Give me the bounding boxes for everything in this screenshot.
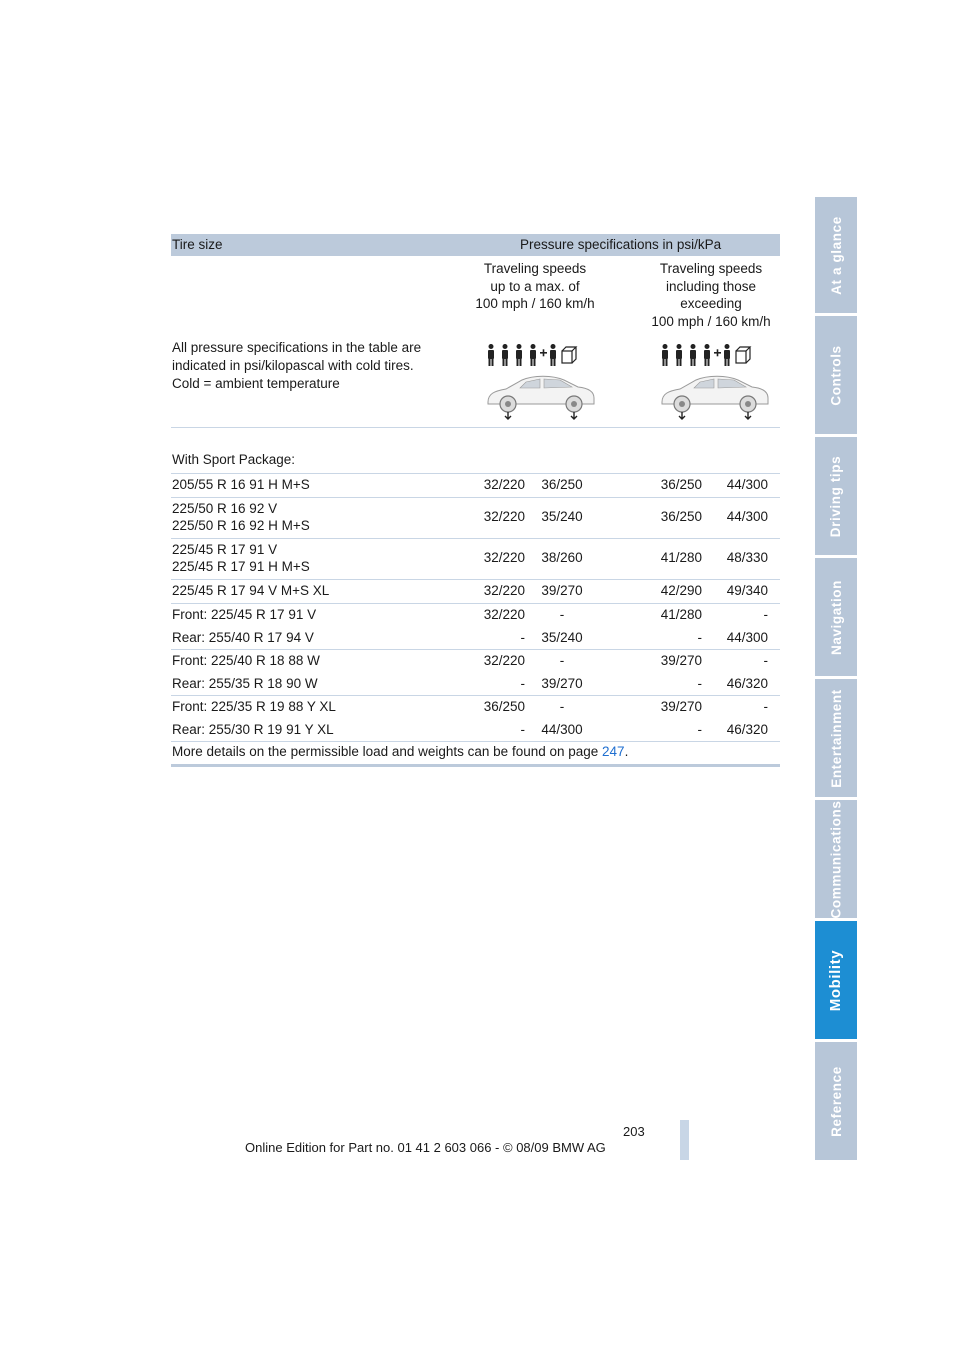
table-row: Front: 225/45 R 17 91 V 32/220 - 41/280 - — [172, 607, 768, 622]
page-link[interactable]: 247 — [602, 744, 625, 759]
tab-reference[interactable]: Reference — [815, 1042, 857, 1160]
load-note: More details on the permissible load and weights can be found on page 247. — [172, 744, 629, 759]
table-row: Rear: 255/35 R 18 90 W - 39/270 - 46/320 — [172, 676, 768, 691]
speed-low-heading: Traveling speeds up to a max. of 100 mph / 160 km/h — [475, 261, 595, 311]
tab-controls[interactable]: Controls — [815, 316, 857, 434]
divider — [171, 741, 780, 742]
divider — [171, 538, 780, 539]
table-row: 205/55 R 16 91 H M+S 32/220 36/250 36/250 44/300 — [172, 477, 768, 492]
tab-communications[interactable]: Communications — [815, 800, 857, 918]
table-row: 225/50 R 16 92 V 225/50 R 16 92 H M+S 32/220 35/240 36/250 44/300 — [172, 501, 768, 533]
page-number: 203 — [623, 1124, 645, 1139]
divider — [171, 497, 780, 498]
table-row: Rear: 255/30 R 19 91 Y XL - 44/300 - 46/320 — [172, 722, 768, 737]
footer-bar — [680, 1120, 689, 1160]
tab-at-a-glance[interactable]: At a glance — [815, 197, 857, 313]
car-load-icon — [480, 340, 600, 420]
tab-entertainment[interactable]: Entertainment — [815, 679, 857, 797]
table-row: Front: 225/40 R 18 88 W 32/220 - 39/270 - — [172, 653, 768, 668]
sport-package-label: With Sport Package: — [172, 452, 296, 467]
table-bottom-rule — [171, 764, 780, 767]
tab-driving-tips[interactable]: Driving tips — [815, 437, 857, 555]
divider — [171, 649, 780, 650]
header-pressure: Pressure specifications in psi/kPa — [520, 237, 722, 252]
pressure-intro: All pressure specifications in the table are indicated in psi/kilopascal with cold tires. Cold = ambient temperature — [172, 340, 422, 391]
speed-high-heading: Traveling speeds including those exceeding 100 mph / 160 km/h — [651, 261, 771, 329]
divider — [171, 473, 780, 474]
divider — [171, 579, 780, 580]
table-row: Front: 225/35 R 19 88 Y XL 36/250 - 39/270 - — [172, 699, 768, 714]
divider — [171, 427, 780, 428]
chapter-tabs — [815, 197, 857, 1160]
edition-footer: Online Edition for Part no. 01 41 2 603 066 - © 08/09 BMW AG — [245, 1140, 606, 1155]
divider — [171, 695, 780, 696]
table-header — [171, 234, 780, 256]
car-load-icon — [654, 340, 774, 420]
table-row: 225/45 R 17 94 V M+S XL 32/220 39/270 42/290 49/340 — [172, 583, 768, 598]
divider — [171, 603, 780, 604]
header-tire-size: Tire size — [172, 237, 223, 252]
tab-mobility[interactable]: Mobility — [815, 921, 857, 1039]
tab-navigation[interactable]: Navigation — [815, 558, 857, 676]
table-row: Rear: 255/40 R 17 94 V - 35/240 - 44/300 — [172, 630, 768, 645]
table-row: 225/45 R 17 91 V 225/45 R 17 91 H M+S 32/220 38/260 41/280 48/330 — [172, 542, 768, 574]
